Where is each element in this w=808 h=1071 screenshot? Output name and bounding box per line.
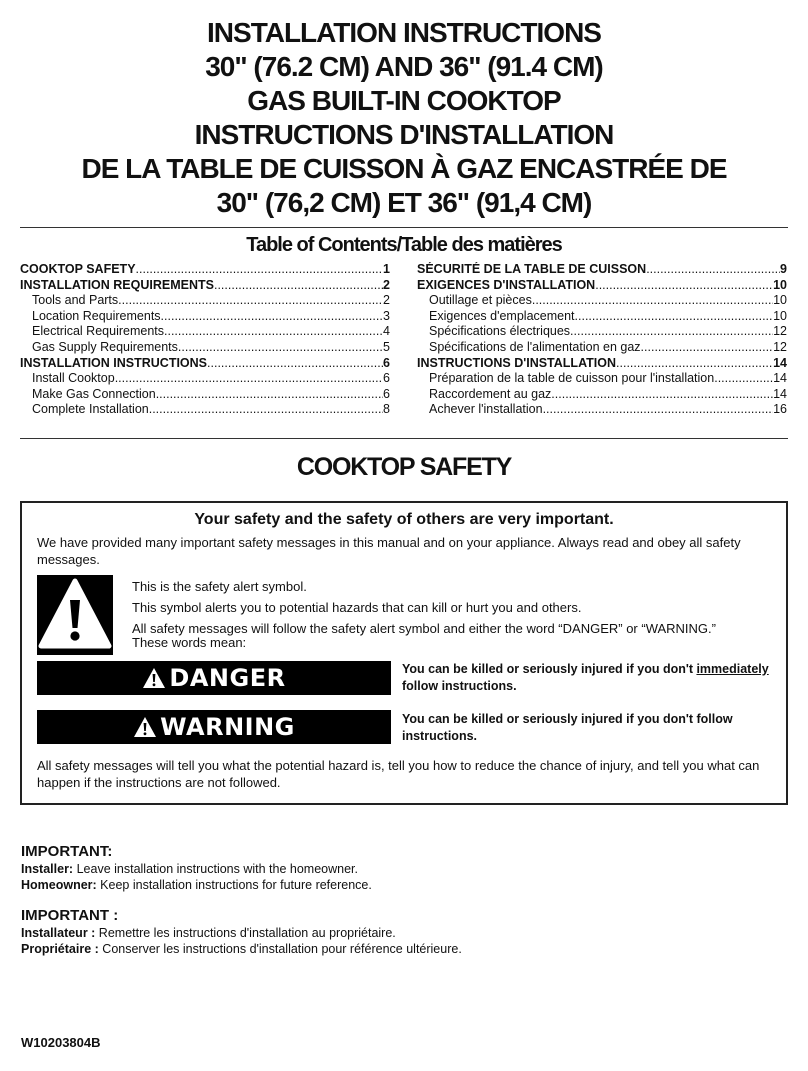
toc-leader-dots [178, 340, 383, 356]
toc-heading: Table of Contents/Table des matières [246, 234, 562, 256]
toc-entry-securite[interactable] [417, 262, 787, 278]
danger-description [402, 661, 782, 695]
toc-leader-dots [551, 387, 773, 403]
alert-line-2: This symbol alerts you to potential hazards that can kill or hurt you and others. [132, 600, 582, 615]
toc-entry-label: INSTALLATION REQUIREMENTS [20, 277, 214, 292]
toc-entry-page: 5 [383, 339, 390, 354]
toc-leader-dots [149, 402, 383, 418]
toc-entry-page: 2 [383, 293, 390, 308]
toc-entry-page: 14 [773, 371, 787, 386]
toc-entry-page: 9 [780, 262, 787, 276]
installateur-label: Installateur : [21, 926, 96, 940]
toc-entry-install-cooktop[interactable] [20, 371, 390, 387]
toc-leader-dots [118, 293, 383, 309]
installateur-note [21, 925, 781, 941]
homeowner-note [21, 877, 781, 893]
toc-divider [20, 438, 788, 439]
toc-entry-page: 6 [383, 355, 390, 370]
toc-entry-page: 16 [773, 402, 787, 417]
alert-line-4: These words mean: [132, 635, 247, 650]
toc-entry-gas-supply-requirements[interactable] [20, 340, 390, 356]
toc-entry-electrical-requirements[interactable] [20, 324, 390, 340]
title-en-line-2: 30" (76.2 CM) AND 36" (91.4 CM) [205, 51, 603, 82]
safety-box [20, 501, 788, 805]
warning-description: You can be killed or seriously injured if you don't follow instructions. [402, 712, 733, 743]
toc-leader-dots [616, 356, 773, 372]
important-title-fr: IMPORTANT : [21, 907, 119, 924]
installer-note [21, 861, 781, 877]
warning-banner [37, 710, 391, 744]
installer-label: Installer: [21, 862, 74, 876]
toc-entry-page: 10 [773, 293, 787, 308]
toc-entry-label: Préparation de la table de cuisson pour l'installation [429, 371, 715, 386]
toc-leader-dots [164, 324, 383, 340]
toc-entry-page: 8 [383, 402, 390, 417]
toc-entry-label: Outillage et pièces [429, 293, 532, 308]
toc-column-english [20, 262, 390, 418]
toc-leader-dots [156, 387, 383, 403]
toc-entry-page: 14 [773, 355, 787, 370]
toc-leader-dots [646, 262, 780, 278]
toc-entry-label: Raccordement au gaz [429, 386, 552, 401]
toc-entry-label: EXIGENCES D'INSTALLATION [417, 277, 596, 292]
proprietaire-label: Propriétaire : [21, 942, 99, 956]
toc-entry-make-gas-connection[interactable] [20, 387, 390, 403]
toc-entry-specifications-electriques[interactable] [417, 324, 787, 340]
toc-leader-dots [115, 371, 383, 387]
alert-line-1: This is the safety alert symbol. [132, 579, 307, 594]
toc-entry-installation-requirements[interactable] [20, 278, 390, 294]
danger-banner [37, 661, 391, 695]
danger-desc-end: follow instructions. [402, 679, 517, 693]
toc-entry-page: 6 [383, 371, 390, 386]
toc-entry-location-requirements[interactable] [20, 309, 390, 325]
toc-entry-page: 10 [773, 277, 787, 292]
toc-entry-page: 3 [383, 308, 390, 323]
danger-desc-emphasis: immediately [696, 662, 769, 676]
important-title: IMPORTANT: [21, 843, 113, 860]
toc-entry-label: Spécifications électriques [429, 324, 571, 339]
toc-entry-label: SÉCURITÉ DE LA TABLE DE CUISSON [417, 262, 647, 276]
important-french [21, 907, 781, 957]
toc-leader-dots [532, 293, 773, 309]
warning-alert-icon [133, 716, 157, 738]
toc-entry-raccordement-gaz[interactable] [417, 387, 787, 403]
safety-intro: We have provided many important safety messages in this manual and on your appliance. Always read and obey all safety messages. [37, 535, 741, 567]
toc-entry-exigences-installation[interactable] [417, 278, 787, 294]
toc-entry-label: Complete Installation [32, 402, 149, 417]
toc-entry-label: Spécifications de l'alimentation en gaz [429, 339, 641, 354]
title-fr-line-3: 30" (76,2 CM) ET 36" (91,4 CM) [216, 187, 592, 218]
title-divider [20, 227, 788, 228]
danger-label: DANGER [169, 664, 286, 692]
danger-alert-icon [142, 667, 166, 689]
toc-entry-page: 6 [383, 386, 390, 401]
section-title-cooktop-safety: COOKTOP SAFETY [296, 453, 512, 481]
toc-entry-instructions-installation[interactable] [417, 356, 787, 372]
homeowner-text: Keep installation instructions for future reference. [96, 878, 372, 892]
toc-entry-label: COOKTOP SAFETY [20, 262, 136, 276]
proprietaire-text: Conserver les instructions d'installation pour référence ultérieure. [98, 942, 462, 956]
toc-entry-label: Gas Supply Requirements [32, 339, 178, 354]
installateur-text: Remettre les instructions d'installation au propriétaire. [95, 926, 396, 940]
toc-leader-dots [214, 278, 383, 294]
toc-entry-complete-installation[interactable] [20, 402, 390, 418]
toc-entry-label: Install Cooktop [32, 371, 115, 386]
toc-entry-preparation[interactable] [417, 371, 787, 387]
toc-leader-dots [207, 356, 383, 372]
toc-entry-label: INSTRUCTIONS D'INSTALLATION [417, 355, 617, 370]
title-en-line-1: INSTALLATION INSTRUCTIONS [207, 17, 601, 48]
title-fr-line-1: INSTRUCTIONS D'INSTALLATION [194, 119, 614, 150]
toc-leader-dots [161, 309, 384, 325]
toc-entry-page: 14 [773, 386, 787, 401]
toc-leader-dots [575, 309, 774, 325]
toc-leader-dots [543, 402, 774, 418]
title-en [0, 16, 808, 118]
toc-entry-label: INSTALLATION INSTRUCTIONS [20, 355, 208, 370]
toc-leader-dots [570, 324, 773, 340]
toc-entry-page: 2 [383, 277, 390, 292]
title-en-line-3: GAS BUILT-IN COOKTOP [247, 85, 561, 116]
toc-entry-alimentation-gaz[interactable] [417, 340, 787, 356]
toc-entry-tools-and-parts[interactable] [20, 293, 390, 309]
toc-entry-achever-installation[interactable] [417, 402, 787, 418]
toc-leader-dots [595, 278, 773, 294]
toc-entry-installation-instructions[interactable] [20, 356, 390, 372]
important-english [21, 843, 781, 893]
toc-entry-page: 10 [773, 308, 787, 323]
safety-headline: Your safety and the safety of others are very important. [194, 511, 614, 528]
installer-text: Leave installation instructions with the homeowner. [73, 862, 358, 876]
title-fr-line-2: DE LA TABLE DE CUISSON À GAZ ENCASTRÉE DE [81, 153, 727, 184]
toc-entry-page: 12 [773, 324, 787, 339]
safety-footer: All safety messages will tell you what the potential hazard is, tell you how to reduce the chance of injury, and tell you what can happen if the instructions are not followed. [37, 758, 760, 790]
toc-entry-label: Achever l'installation [429, 402, 543, 417]
alert-line-3: All safety messages will follow the safety alert symbol and either the word “DANGER” or “WARNING.” [132, 621, 716, 636]
toc-leader-dots [136, 262, 384, 278]
toc-entry-label: Location Requirements [32, 308, 161, 323]
toc-entry-label: Tools and Parts [32, 293, 119, 308]
danger-desc-text: You can be killed or seriously injured if you don't [402, 662, 697, 676]
document-number: W10203804B [21, 1035, 101, 1050]
toc-entry-page: 4 [383, 324, 390, 339]
title-fr [0, 118, 808, 220]
homeowner-label: Homeowner: [21, 878, 97, 892]
toc-entry-emplacement[interactable] [417, 309, 787, 325]
toc-entry-outillage[interactable] [417, 293, 787, 309]
toc-entry-label: Electrical Requirements [32, 324, 164, 339]
proprietaire-note [21, 941, 781, 957]
safety-alert-symbol-icon [37, 575, 113, 655]
toc-entry-label: Exigences d'emplacement [429, 308, 575, 323]
warning-label: WARNING [160, 713, 295, 741]
toc-column-french [417, 262, 787, 418]
toc-entry-label: Make Gas Connection [32, 386, 156, 401]
toc-leader-dots [714, 371, 773, 387]
toc-entry-page: 12 [773, 339, 787, 354]
toc-entry-cooktop-safety[interactable] [20, 262, 390, 278]
toc-leader-dots [641, 340, 774, 356]
toc-entry-page: 1 [383, 262, 390, 276]
